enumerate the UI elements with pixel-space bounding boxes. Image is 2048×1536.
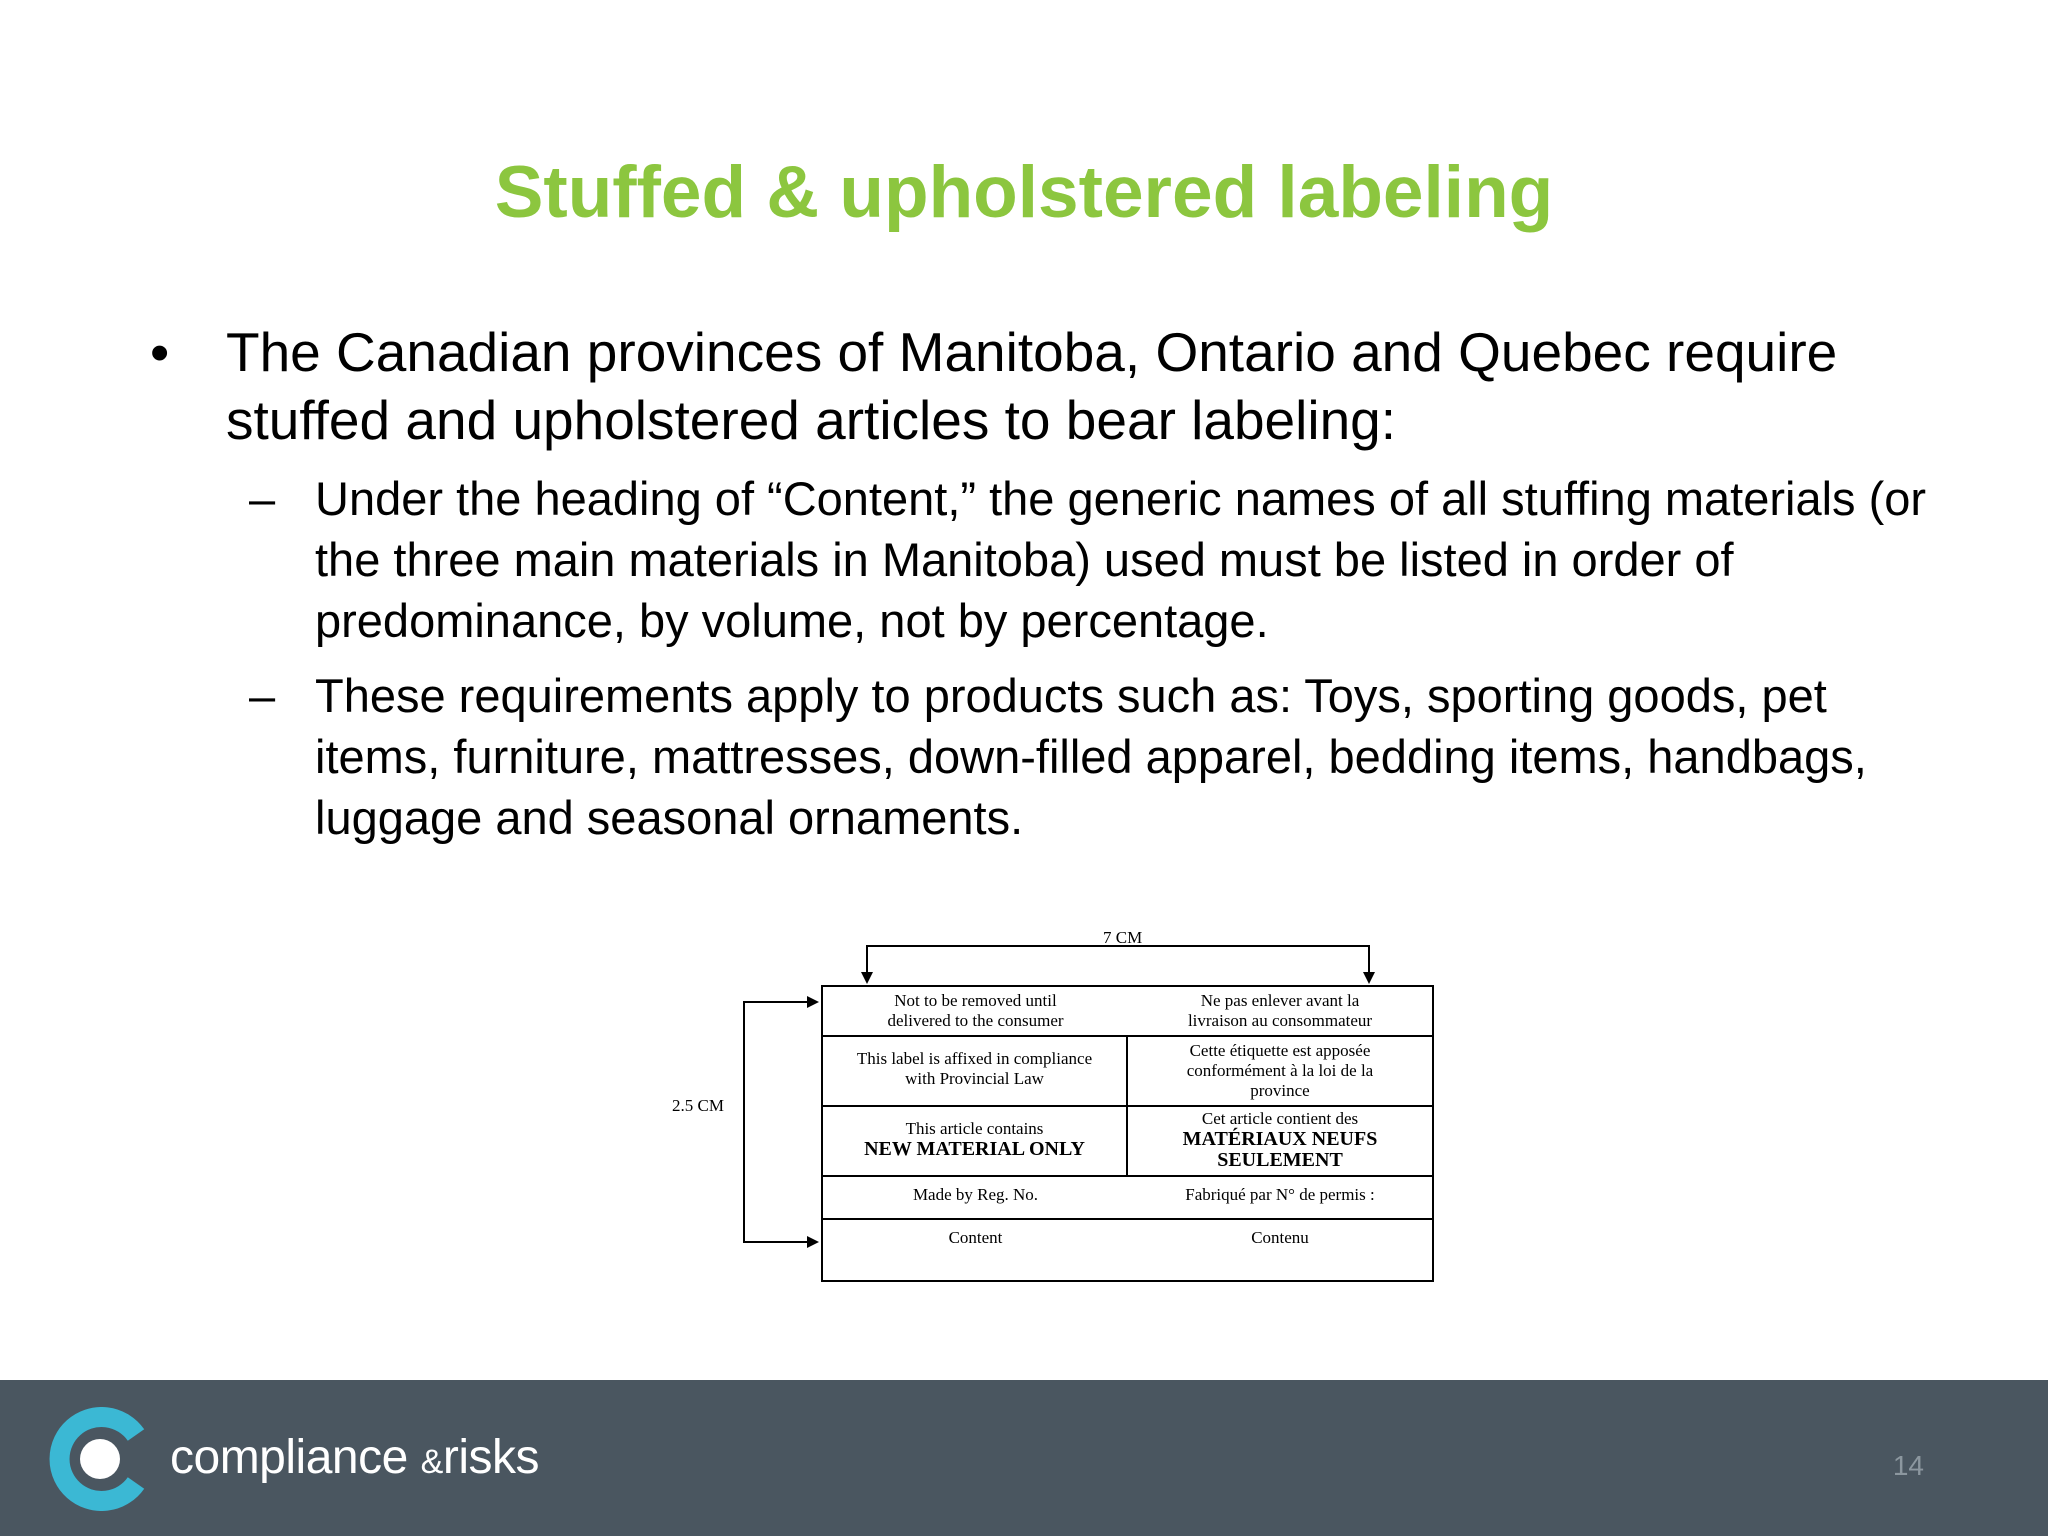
table-cell-fr [1128,1037,1432,1105]
sub-bullet-marker: – [249,472,276,525]
cell-line: delivered to the consumer [887,1011,1064,1030]
table-cell-fr [1128,1220,1432,1280]
arrowhead-top [807,996,819,1008]
height-label: 2.5 CM [672,1096,724,1115]
table-row [823,1177,1432,1220]
table-cell-fr [1128,1177,1432,1218]
table-row [823,1220,1432,1280]
cell-line: Content [948,1228,1003,1247]
cell-line: conformément à la loi de la [1186,1061,1374,1080]
table-cell-en [823,1220,1128,1280]
footer-bar [0,1380,2048,1536]
cell-line-bold: SEULEMENT [1217,1149,1343,1171]
cell-line: province [1250,1081,1310,1100]
brand-word: risks [442,1431,539,1484]
cell-line: Cette étiquette est apposée [1189,1041,1371,1060]
arrowhead-left [861,972,873,984]
cell-line: Contenu [1251,1228,1309,1247]
arrowhead-bottom [807,1236,819,1248]
cell-line: This article contains [905,1119,1044,1138]
sub-bullet-item [249,468,1955,651]
arrowhead-right [1363,972,1375,984]
compliance-risks-logo-icon [48,1407,152,1511]
cell-line: Not to be removed until [894,991,1057,1010]
sub-bullet-item [249,665,1955,848]
cell-line: Made by Reg. No. [912,1185,1039,1204]
cell-line: This label is affixed in compliance [856,1049,1093,1068]
table-row [823,987,1432,1037]
table-row [823,1037,1432,1107]
bullet-item [150,318,1926,454]
table-cell-en [823,1107,1128,1175]
height-bracket-line [744,1002,810,1242]
table-cell-fr [1128,1107,1432,1175]
sub-bullet-text: Under the heading of “Content,” the generic names of all stuffing materials (or the three main materials in Manitoba) used must be listed in order of predominance, by volume, not by percentage. [315,472,1927,647]
sub-bullet-text: These requirements apply to products such as: Toys, sporting goods, pet items, furniture, mattresses, down-filled apparel, bedding items, handbags, luggage and seasonal ornaments. [315,669,1867,844]
cell-line: Cet article contient des [1201,1109,1359,1128]
cell-line-bold: NEW MATERIAL ONLY [864,1138,1085,1160]
cell-line: with Provincial Law [905,1069,1044,1088]
table-row [823,1107,1432,1177]
bullet-text: The Canadian provinces of Manitoba, Ontario and Quebec require stuffed and upholstered articles to bear labeling: [226,321,1838,451]
slide-title: Stuffed & upholstered labeling [494,152,1554,233]
cell-line: Fabriqué par N° de permis : [1185,1185,1375,1204]
page-number: 14 [1892,1450,1924,1481]
table-cell-en [823,987,1128,1035]
cell-line: Ne pas enlever avant la [1200,991,1360,1010]
brand-amp: & [420,1443,443,1481]
table-cell-fr [1128,987,1432,1035]
table-cell-en [823,1177,1128,1218]
label-table [821,985,1434,1282]
width-bracket-line [867,946,1369,975]
label-diagram [660,920,1460,1300]
bullet-marker: • [150,321,170,383]
brand-wordmark [170,1430,539,1485]
sub-bullet-marker: – [249,669,276,722]
cell-line-bold: MATÉRIAUX NEUFS [1182,1128,1378,1150]
brand-word: compliance [170,1431,408,1484]
width-label: 7 CM [1103,928,1143,947]
cell-line: livraison au consommateur [1187,1011,1373,1030]
table-cell-en [823,1037,1128,1105]
